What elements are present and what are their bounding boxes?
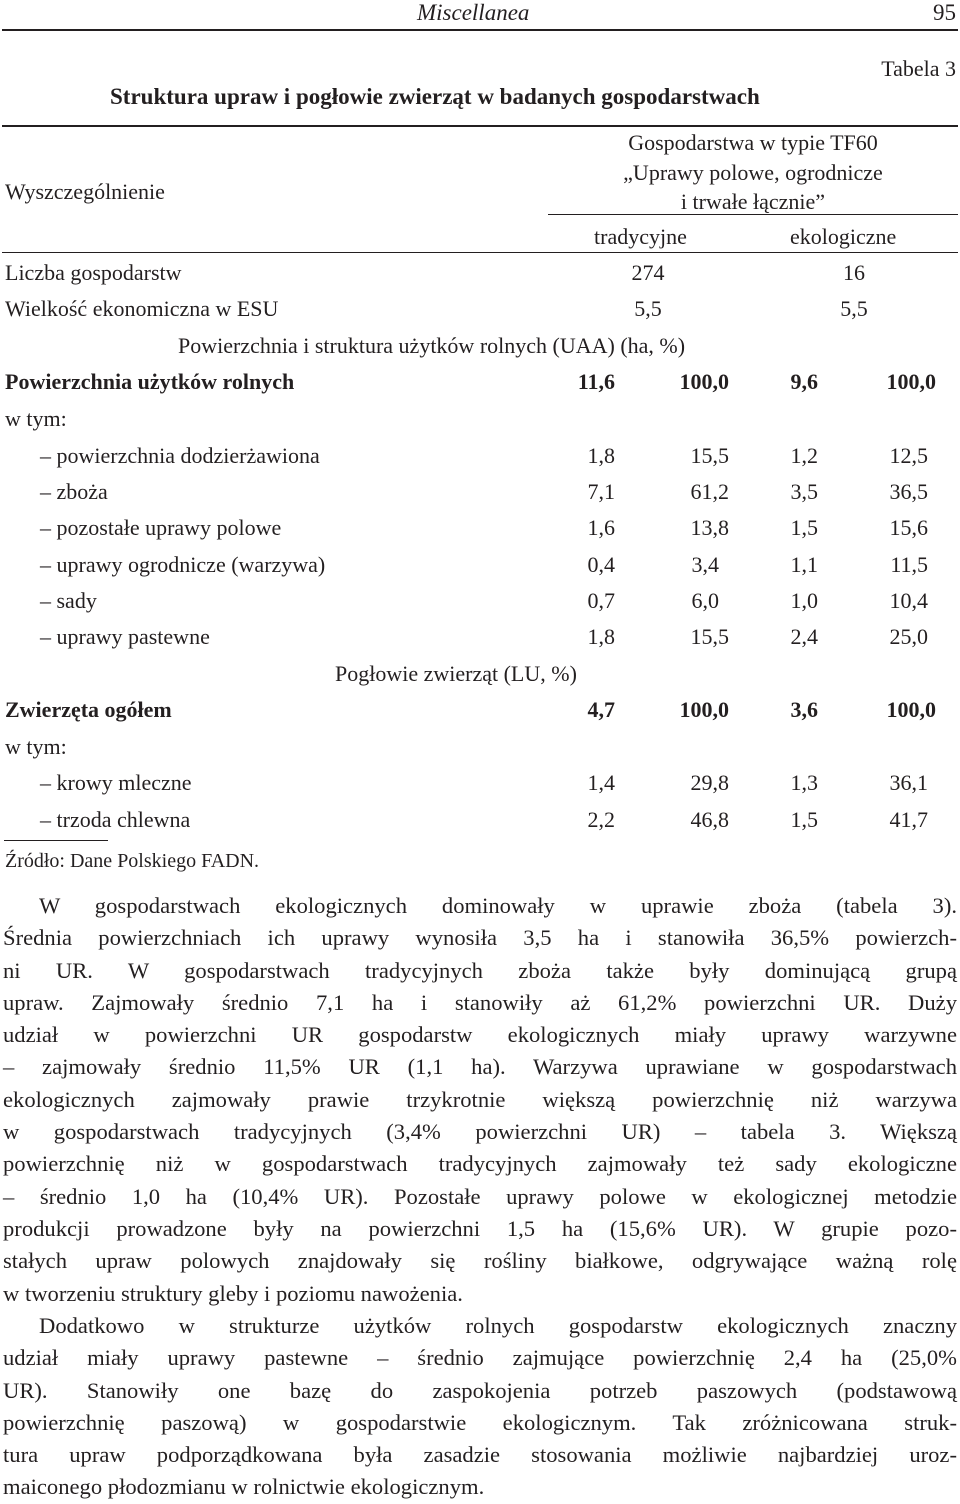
text-line: w gospodarstwach tradycyjnych (3,4% powierzchni UR) – tabela 3. Większą [3,1119,957,1145]
group-header [548,130,958,218]
cell-eko-ha: 1,5 [790,515,818,540]
text-line: ni UR. W gospodarstwach tradycyjnych zboża także były dominującą grupą [3,957,957,983]
cell-trad-pct: 15,5 [690,443,729,468]
cell-eko-pct: 10,4 [889,588,928,613]
text-line: powierzchnię paszową) w gospodarstwie ekologicznym. Tak zróżnicowana struk- [3,1409,957,1435]
cell-eko-pct: 100,0 [886,369,936,394]
row-label: – zboża [40,479,108,504]
table-source-note: Źródło: Dane Polskiego FADN. [5,850,260,872]
text-line: udział w powierzchni UR gospodarstw ekologicznych miały uprawy warzywne [3,1022,957,1048]
wtym-label: w tym: [5,734,67,759]
cell-eko-lu: 3,6 [790,697,818,722]
row-label: – sady [40,588,97,613]
cell-trad-ha: 1,8 [587,443,615,468]
cell-trad-pct: 15,5 [690,624,729,649]
cell-trad-ha: 0,7 [587,588,615,613]
col-header-tradycyjne: tradycyjne [594,224,687,249]
text-line: w tworzeniu struktury gleby i poziomu nawożenia. [3,1280,463,1306]
cell-trad-pct: 100,0 [679,369,729,394]
group-header-line: Gospodarstwa w typie TF60 [628,130,878,155]
wtym-label: w tym: [5,406,67,431]
row-label: – powierzchnia dodzierżawiona [40,443,320,468]
cell-trad-pct: 29,8 [690,770,729,795]
group-header-rule [548,214,958,215]
cell-trad-ha: 7,1 [587,479,615,504]
row-label-header: Wyszczególnienie [5,179,165,204]
cell-trad-lu: 1,4 [587,770,615,795]
cell-eko-pct: 25,0 [889,624,928,649]
cell-trad-lu: 2,2 [587,807,615,832]
body-paragraph-1 [3,890,957,1310]
section-heading-uaa: Powierzchnia i struktura użytków rolnych (UAA) (ha, %) [178,333,686,358]
cell-trad-pct: 61,2 [690,479,729,504]
cell-trad-pct: 46,8 [690,807,729,832]
table-number: Tabela 3 [881,56,956,81]
row-label: – uprawy pastewne [40,624,210,649]
row-label: Liczba gospodarstw [5,260,182,285]
cell-eko-pct: 36,5 [889,479,928,504]
source-rule [4,840,108,841]
text-line: – średnio 1,0 ha (10,4% UR). Pozostałe uprawy polowe w ekologicznej metodzie [3,1183,957,1209]
cell-eko-pct: 36,1 [889,770,928,795]
col-header-ekologiczne: ekologiczne [790,224,897,249]
row-label: Powierzchnia użytków rolnych [5,369,295,394]
running-header [0,0,960,30]
row-label: – pozostałe uprawy polowe [40,515,282,540]
text-line: stałych upraw polowych znajdowały się rośliny białkowe, odgrywające ważną rolę [3,1248,957,1274]
cell-eko-ha: 9,6 [790,369,818,394]
text-line: UR). Stanowiły one bazę do zaspokojenia potrzeb paszowych (podstawową [3,1377,957,1403]
cell-trad: 5,5 [634,296,662,321]
text-line: tura upraw podporządkowana była zasadzie stosowania możliwie najbardziej uroz- [3,1442,957,1468]
header-bottom-rule [2,252,958,253]
section-heading-livestock: Pogłowie zwierząt (LU, %) [335,661,577,686]
cell-eko-pct: 15,6 [889,515,928,540]
cell-eko-pct: 100,0 [886,697,936,722]
cell-eko-lu: 1,3 [790,770,818,795]
cell-eko-lu: 1,5 [790,807,818,832]
body-paragraph-2 [3,1310,957,1504]
group-header-line: i trwałe łącznie” [680,189,826,214]
row-label: Zwierzęta ogółem [5,697,172,722]
cell-eko-pct: 12,5 [889,443,928,468]
table-top-rule [2,125,958,127]
cell-eko-ha: 1,1 [790,552,818,577]
cell-trad-pct: 13,8 [690,515,729,540]
cell-trad-ha: 1,6 [587,515,615,540]
cell-trad: 274 [631,260,665,285]
text-line: W gospodarstwach ekologicznych dominowały w uprawie zboża (tabela 3). [39,893,957,918]
text-line: produkcji prowadzone były na powierzchni 1,5 ha (15,6% UR). W grupie pozo- [3,1215,957,1241]
header-rule [2,29,958,31]
cell-eko-pct: 11,5 [890,552,928,577]
row-label: – uprawy ogrodnicze (warzywa) [40,552,326,577]
text-line: udział miały uprawy pastewne – średnio zajmujące powierzchnię 2,4 ha (25,0% [3,1345,957,1371]
cell-eko-ha: 1,2 [790,443,818,468]
text-line: powierzchnię niż w gospodarstwach tradycyjnych zajmowały też sady ekologiczne [3,1151,957,1177]
text-line: ekologicznych zajmowały prawie trzykrotnie większą powierzchnię niż warzywa [3,1086,957,1112]
text-line: – zajmowały średnio 11,5% UR (1,1 ha). Warzywa uprawiane w gospodarstwach [3,1054,957,1080]
cell-trad-ha: 11,6 [577,369,615,394]
cell-trad-pct: 100,0 [679,697,729,722]
text-line: Dodatkowo w strukturze użytków rolnych gospodarstw ekologicznych znaczny [39,1313,957,1338]
cell-eko-ha: 2,4 [790,624,818,649]
table-title: Struktura upraw i pogłowie zwierząt w badanych gospodarstwach [110,84,760,109]
cell-trad-ha: 1,8 [587,624,615,649]
cell-eko: 16 [843,260,865,285]
row-label: Wielkość ekonomiczna w ESU [5,296,279,321]
page-number: 95 [933,0,956,25]
cell-eko: 5,5 [840,296,868,321]
cell-eko-pct: 41,7 [889,807,928,832]
running-header-section: Miscellanea [417,0,530,25]
cell-eko-ha: 1,0 [790,588,818,613]
cell-trad-pct: 6,0 [691,588,719,613]
cell-trad-lu: 4,7 [587,697,615,722]
cell-trad-pct: 3,4 [691,552,719,577]
cell-trad-ha: 0,4 [587,552,615,577]
cell-eko-ha: 3,5 [790,479,818,504]
text-line: maiconego płodozmianu w rolnictwie ekologicznym. [3,1474,485,1500]
row-label: – trzoda chlewna [40,807,191,832]
group-header-line: „Uprawy polowe, ogrodnicze [623,160,883,185]
row-label: – krowy mleczne [40,770,192,795]
text-line: Średnia powierzchniach ich uprawy wynosiła 3,5 ha i stanowiła 36,5% powierzch- [3,925,957,951]
text-line: upraw. Zajmowały średnio 7,1 ha i stanowiły aż 61,2% powierzchni UR. Duży [3,989,957,1015]
